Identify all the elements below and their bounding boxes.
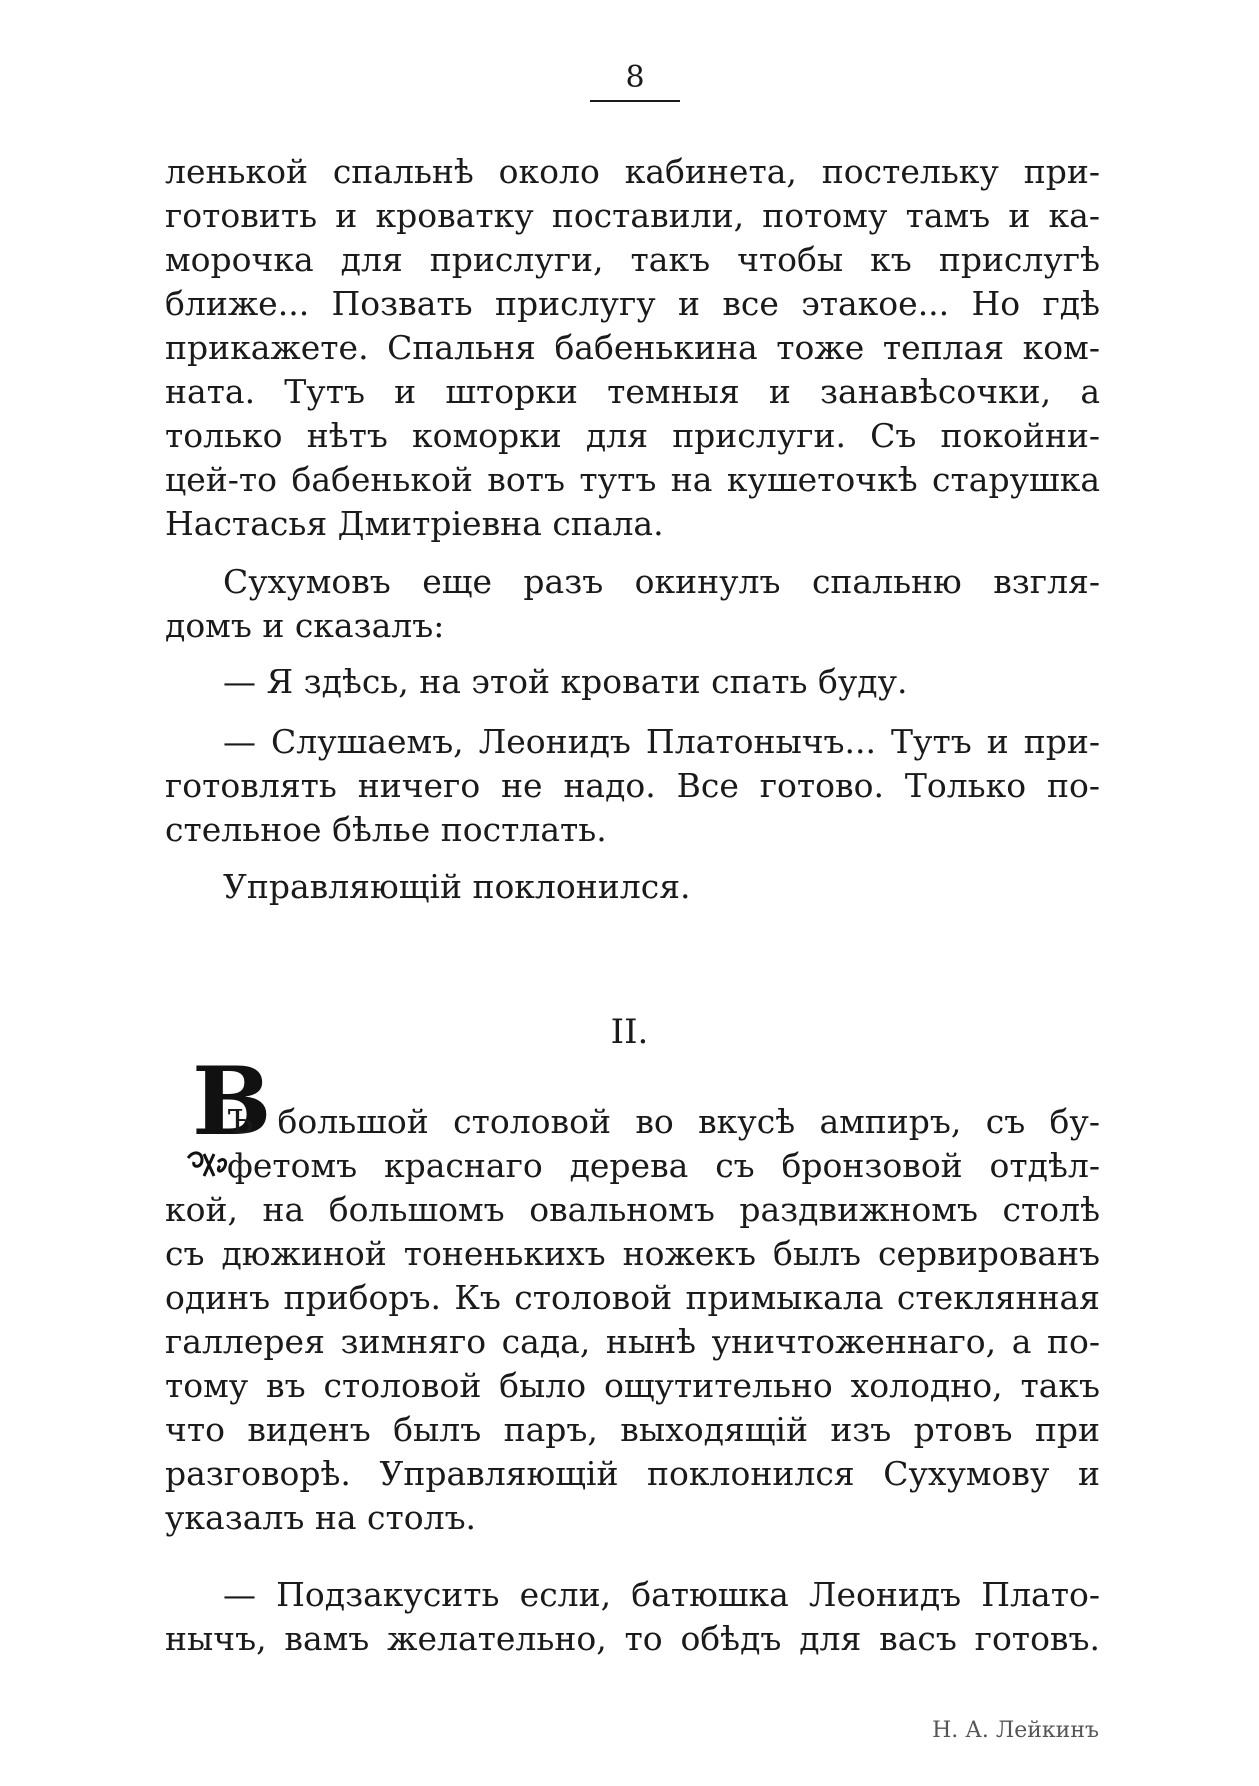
text-line: готовить и кроватку поставили, потому тамъ и ка- (165, 196, 1100, 235)
text-line: кой, на большомъ овальномъ раздвижномъ столѣ (165, 1190, 1100, 1229)
text-line: ната. Тутъ и шторки темныя и занавѣсочки, а (165, 372, 1100, 411)
paragraph-dialog-2 (165, 720, 1100, 852)
text-line: — Я здѣсь, на этой кровати спать буду. (223, 662, 908, 701)
text-line: Ъ большой столовой во вкусѣ ампиръ, съ бу- (227, 1102, 1100, 1141)
text-line: одинъ приборъ. Къ столовой примыкала стеклянная (165, 1278, 1100, 1317)
text-line: указалъ на столъ. (165, 1498, 477, 1537)
chapter-heading: II. (610, 1012, 649, 1052)
footer-author: Н. А. Лейкинъ (932, 1718, 1099, 1743)
text-line: стельное бѣлье постлать. (165, 810, 607, 849)
text-line: съ дюжиной тоненькихъ ножекъ былъ сервированъ (165, 1234, 1100, 1273)
page-number: 8 (625, 60, 645, 95)
text-line: тому въ столовой было ощутительно холодно, такъ (165, 1366, 1100, 1405)
text-line: ленькой спальнѣ около кабинета, постельку при- (165, 152, 1100, 191)
text-line: готовлять ничего не надо. Все готово. Только по- (165, 766, 1100, 805)
paragraph-dialog-1 (165, 660, 1100, 704)
text-line: нычъ, вамъ желательно, то обѣдъ для васъ готовъ. (165, 1619, 1100, 1658)
text-line: галлерея зимняго сада, нынѣ уничтоженнаго, а по- (165, 1322, 1100, 1361)
paragraph-sukhumov (165, 560, 1100, 648)
chapter-paragraph (165, 1100, 1100, 1540)
text-line: Настасья Дмитріевна спала. (165, 504, 664, 543)
text-line: Сухумовъ еще разъ окинулъ спальню взгля- (223, 562, 1100, 601)
text-line: Управляющій поклонился. (223, 867, 691, 906)
text-line: что виденъ былъ паръ, выходящій изъ ртовъ при (165, 1410, 1100, 1449)
top-paragraph (165, 150, 1100, 546)
paragraph-bow (165, 865, 1100, 909)
text-line: цей-то бабенькой вотъ тутъ на кушеточкѣ старушка (165, 460, 1100, 499)
text-line: фетомъ краснаго дерева съ бронзовой отдѣл- (227, 1146, 1100, 1185)
last-dialog-paragraph (165, 1573, 1100, 1661)
page-number-rule (590, 100, 680, 102)
text-line: ближе... Позвать прислугу и все этакое... Но гдѣ (165, 284, 1100, 323)
text-line: разговорѣ. Управляющій поклонился Сухумову и (165, 1454, 1100, 1493)
text-line: — Подзакусить если, батюшка Леонидъ Плато- (223, 1575, 1100, 1614)
text-line: — Слушаемъ, Леонидъ Платонычъ... Тутъ и при- (223, 722, 1100, 761)
drop-cap-letter: В (192, 1047, 272, 1157)
text-line: морочка для прислуги, такъ чтобы къ прислугѣ (165, 240, 1100, 279)
text-line: только нѣтъ коморки для прислуги. Съ покойни- (165, 416, 1100, 455)
text-line: домъ и сказалъ: (165, 606, 445, 645)
text-line: прикажете. Спальня бабенькина тоже теплая ком- (165, 328, 1100, 367)
